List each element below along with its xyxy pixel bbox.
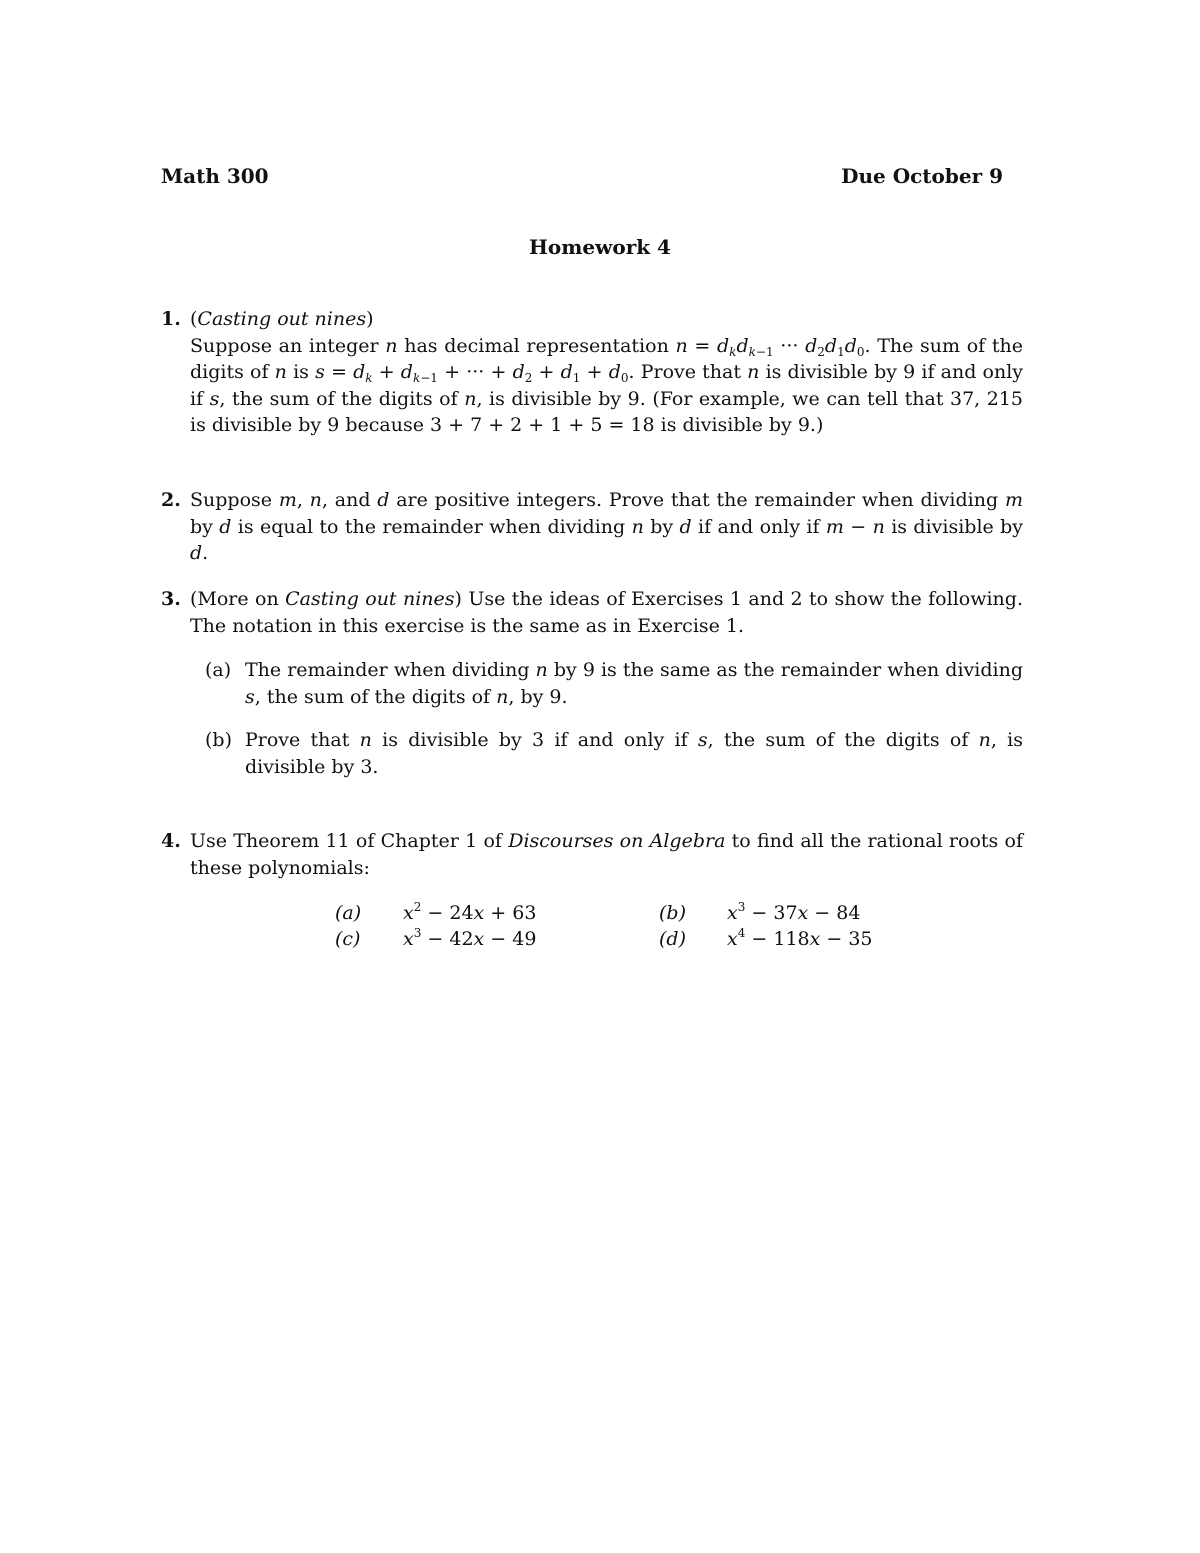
problem-heading: (Casting out nines): [190, 308, 374, 330]
problem-1: [161, 306, 1023, 439]
polynomial-table: [335, 902, 983, 954]
polynomial-label: (d): [659, 928, 686, 950]
polynomial-expr: $x^2 - 24x + 63$: [403, 900, 537, 924]
problem-4: [161, 828, 1023, 881]
problem-body: [190, 586, 1023, 780]
subpart-a: [205, 657, 1023, 710]
due-date: Due October 9: [841, 164, 1003, 188]
problem-text: Suppose an integer n has decimal representation $n = d_kd_{k-1}$ ··· $d_2d_1d_0$. The sum of the digits of n is $s = d_k + d_{k-1}$ + ··· + $d_2 + d_1 + d_0$. Prove that n is divisible by 9 if and only if s, the sum of the digits of n, is divisible by 9. (For example, we can tell that 37, 215 is divisible by 9 because 3 + 7 + 2 + 1 + 5 = 18 is divisible by 9.): [190, 334, 1024, 436]
problem-text: Suppose m, n, and d are positive integers. Prove that the remainder when dividing m by d is equal to the remainder when dividing n by d if and only if m − n is divisible by d.: [190, 489, 1024, 564]
problem-number: 1.: [161, 308, 181, 330]
problem-number: 2.: [161, 489, 181, 511]
problem-number: 3.: [161, 588, 181, 610]
subpart-label: (b): [205, 729, 232, 751]
problem-text: Use Theorem 11 of Chapter 1 of Discourses on Algebra to find all the rational roots of these polynomials:: [190, 830, 1023, 879]
polynomial-expr: $x^4 - 118x - 35$: [727, 926, 873, 950]
page-title: Homework 4: [529, 235, 671, 259]
problem-body: [190, 487, 1023, 567]
polynomial-row: [335, 902, 983, 928]
subpart-text: The remainder when dividing n by 9 is the same as the remainder when dividing s, the sum of the digits of n, by 9.: [245, 659, 1023, 708]
subpart-b: [205, 727, 1024, 780]
problem-body: [190, 306, 1023, 439]
problem-number: 4.: [161, 830, 181, 852]
polynomial-expr: $x^3 - 42x - 49$: [403, 926, 537, 950]
subpart-label: (a): [205, 659, 232, 681]
problem-body: [190, 828, 1023, 881]
course-name: Math 300: [161, 164, 269, 188]
problem-3: [161, 586, 1023, 780]
polynomial-label: (a): [335, 902, 362, 924]
polynomial-expr: $x^3 - 37x - 84$: [727, 900, 861, 924]
subpart-text: Prove that n is divisible by 3 if and only if s, the sum of the digits of n, is divisible by 3.: [245, 729, 1024, 778]
polynomial-label: (b): [659, 902, 686, 924]
polynomial-label: (c): [335, 928, 361, 950]
problem-2: [161, 487, 1023, 567]
polynomial-row: [335, 928, 983, 954]
problem-text: (More on Casting out nines) Use the ideas of Exercises 1 and 2 to show the following. The notation in this exercise is the same as in Exercise 1.: [190, 588, 1023, 637]
